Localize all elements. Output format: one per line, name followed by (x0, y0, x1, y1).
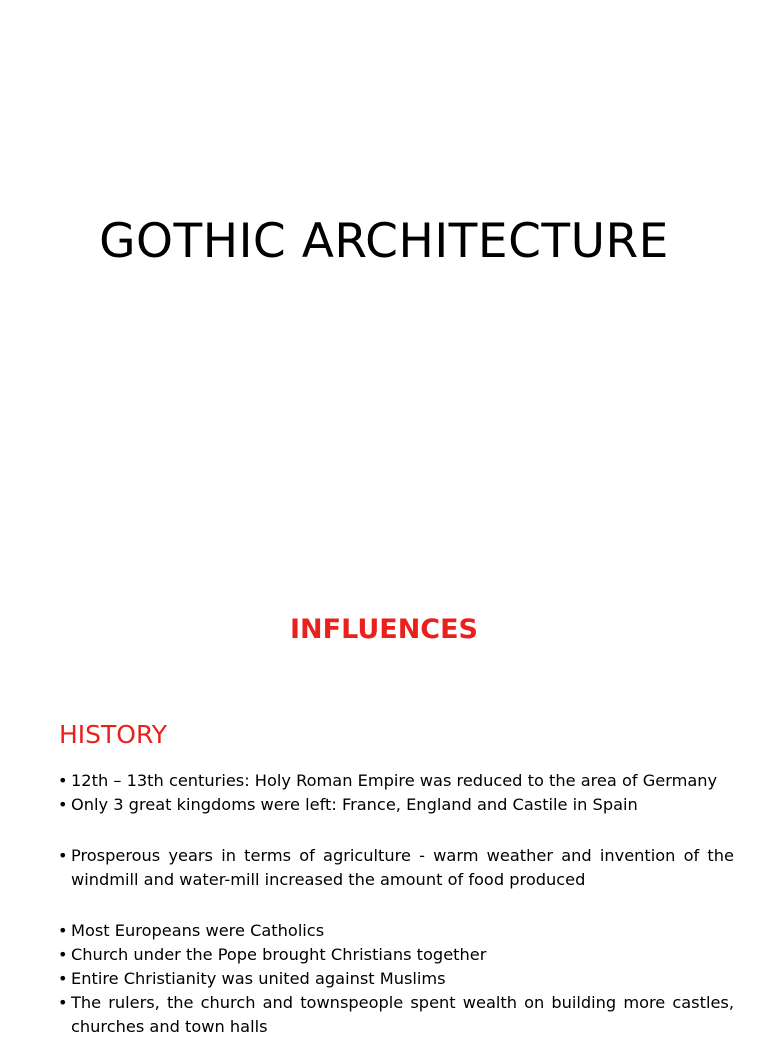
bullet-item: • Prosperous years in terms of agriculture - warm weather and invention of the windmill and water-mill increased the amount of food produced (58, 844, 734, 892)
bullet-list (58, 769, 734, 1039)
bullet-item: • Most Europeans were Catholics (58, 919, 734, 943)
bullet-item: • Church under the Pope brought Christians together (58, 943, 734, 967)
slide-influences (0, 576, 768, 1036)
bullet-item: • Only 3 great kingdoms were left: France, England and Castile in Spain (58, 793, 734, 817)
bullet-item: • Entire Christianity was united against Muslims (58, 967, 734, 991)
subheading-history: HISTORY (59, 720, 168, 749)
main-title: GOTHIC ARCHITECTURE (99, 214, 669, 269)
bullet-item: • The rulers, the church and townspeople spent wealth on building more castles, churches and town halls (58, 991, 734, 1039)
section-title-influences: INFLUENCES (290, 614, 478, 645)
bullet-item: • 12th – 13th centuries: Holy Roman Empire was reduced to the area of Germany (58, 769, 734, 793)
